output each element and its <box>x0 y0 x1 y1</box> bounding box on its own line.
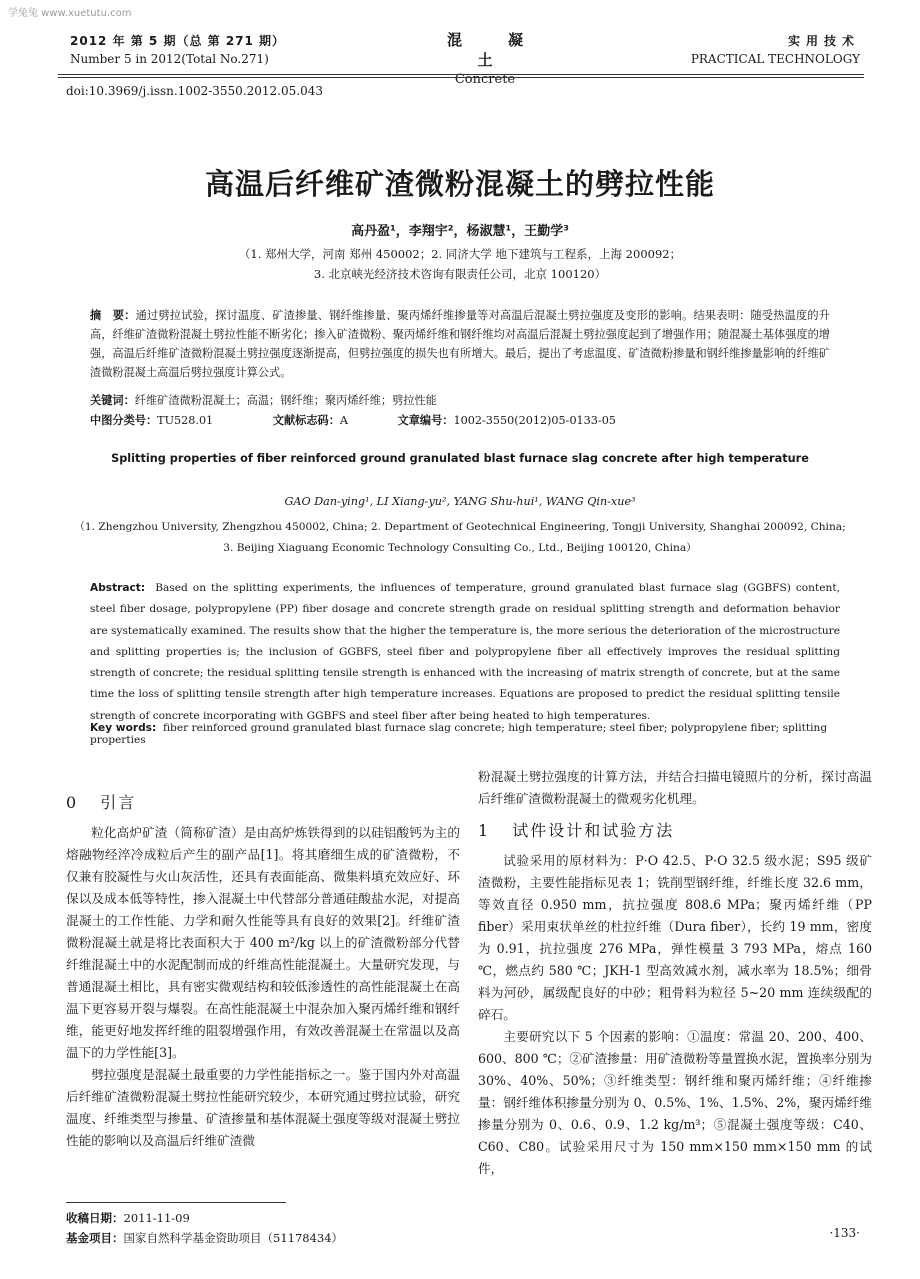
received-value: 2011-11-09 <box>123 1211 190 1225</box>
page-title: 高温后纤维矿渣微粉混凝土的劈拉性能 <box>204 167 715 201</box>
abstract-en-text: Based on the splitting experiments, the influences of temperature, ground granulated blast furnace slag (GGBFS) content, steel fiber dosage, polypropylene (PP) fiber dosage and concrete strength grade on residual splitting strength and deformation behavior are systematically examined. The results show that the higher the temperature is, the more serious the deterioration of the microstructure and splitting properties is; the inclusion of GGBFS, steel fiber and polypropylene fiber all effectively improves the residual splitting strength of concrete; the residual splitting tensile strength is enhanced with the increasing of matrix strength of concrete, but at the same time the loss of splitting tensile strength after high temperature increases. Equations are proposed to predict the residual splitting tensile strength of concrete incorporating with GGBFS and steel fiber after being heated to high temperatures. <box>90 582 840 722</box>
watermark: 学兔兔 www.xuetutu.com <box>8 8 132 19</box>
issue-en: Number 5 in 2012(Total No.271) <box>70 52 269 66</box>
section-number: 0 <box>66 793 79 812</box>
received-label: 收稿日期： <box>66 1211 124 1225</box>
keywords-cn-text: 纤维矿渣微粉混凝土；高温；钢纤维；聚丙烯纤维；劈拉性能 <box>134 394 437 407</box>
section-title: 试件设计和试验方法 <box>512 821 675 840</box>
affiliation-line: 3. Beijing Xiaguang Economic Technology Consulting Co., Ltd., Beijing 100120, China） <box>223 542 697 554</box>
authors-en: GAO Dan-ying¹, LI Xiang-yu², YANG Shu-hui¹, WANG Qin-xue³ <box>284 495 636 508</box>
journal-cn: 混凝土 <box>446 31 569 69</box>
affiliations-cn <box>0 244 920 284</box>
keywords-cn-label: 关键词： <box>90 394 135 407</box>
journal-name <box>380 30 590 90</box>
footnote-rule <box>66 1202 286 1203</box>
journal-en: Concrete <box>454 72 516 87</box>
issue-cn: 2012 年 第 5 期（总 第 271 期） <box>70 34 286 48</box>
abstract-cn-text: 通过劈拉试验，探讨温度、矿渣掺量、钢纤维掺量、聚丙烯纤维掺量等对高温后混凝土劈拉强度及变形的影响。结果表明：随受热温度的升高，纤维矿渣微粉混凝土劈拉性能不断劣化；掺入矿渣微粉、聚丙烯纤维和钢纤维均对高温后混凝土劈拉强度起到了增强作用；随混凝土基体强度的增强，高温后纤维矿渣微粉混凝土劈拉强度逐渐提高，但劈拉强度的损失也有所增大。最后，提出了考虑温度、矿渣微粉掺量和钢纤维掺量影响的纤维矿渣微粉混凝土高温后劈拉强度计算公式。 <box>90 309 830 379</box>
paragraph: 主要研究以下 5 个因素的影响：①温度：常温 20、200、400、600、800 ℃；②矿渣掺量：用矿渣微粉等量置换水泥，置换率分别为 30%、40%、50%；③纤维类型：钢纤维和聚丙烯纤维；④纤维掺量：钢纤维体积掺量分别为 0、0.5%、1%、1.5%、2%，聚丙烯纤维掺量分别为 0、0.6、0.9、1.2 kg/m³；⑤混凝土强度等级：C40、C60、C80。试验采用尺寸为 150 mm×150 mm×150 mm 的试件， <box>478 1029 872 1176</box>
page-number: ·133· <box>829 1226 860 1240</box>
fund-project <box>66 1230 343 1246</box>
paragraph: 粒化高炉矿渣（简称矿渣）是由高炉炼铁得到的以硅铝酸钙为主的熔融物经淬冷成粒后产生的副产品[1]。将其磨细生成的矿渣微粉，不仅兼有胶凝性与火山灰活性，还具有表面能高、微集料填充效应好、环保以及成本低等特性，掺入混凝土中代替部分普通硅酸盐水泥，对提高混凝土的工作性能、力学和耐久性能等具有良好的效果[2]。纤维矿渣微粉混凝土就是将比表面积大于 400 m²/kg 以上的矿渣微粉部分代替纤维混凝土中的水泥配制而成的纤维高性能混凝土。大量研究发现，与普通混凝土相比，具有密实微观结构和较低渗透性的高性能混凝土在高温下更容易开裂与爆裂。在高性能混凝土中混杂加入聚丙烯纤维和钢纤维，能更好地发挥纤维的阻裂增强作用，有效改善混凝土在常温以及高温下的力学性能[3]。 <box>66 825 460 1060</box>
header-rule <box>58 74 864 75</box>
issue-info <box>70 32 285 68</box>
section-0-heading <box>66 792 460 814</box>
article-no-value: 1002-3550(2012)05-0133-05 <box>453 414 616 427</box>
clc-value: TU528.01 <box>157 414 214 427</box>
article-no-label: 文章编号： <box>397 414 454 427</box>
left-column <box>66 782 460 1152</box>
right-column <box>478 766 872 1180</box>
column-name <box>660 32 860 68</box>
doi: doi:10.3969/j.issn.1002-3550.2012.05.043 <box>66 84 323 98</box>
abstract-en-label: Abstract: <box>90 582 146 594</box>
keywords-en-label: Key words: <box>90 722 157 734</box>
paragraph: 试验采用的原材料为：P·O 42.5、P·O 32.5 级水泥；S95 级矿渣微粉，主要性能指标见表 1；铣削型钢纤维，纤维长度 32.6 mm，等效直径 0.950 mm，抗拉强度 808.6 MPa；聚丙烯纤维（PP fiber）采用束状单丝的杜拉纤维（Dura fiber），长约 19 mm，密度为 0.91，抗拉强度 276 MPa，弹性模量 3 793 MPa，熔点 160 ℃，燃点约 580 ℃；JKH-1 型高效减水剂，减水率为 18.5%；细骨料为河砂，属级配良好的中砂；粗骨料为粒径 5~20 mm 连续级配的碎石。 <box>478 853 872 1022</box>
affiliation-line: （1. 郑州大学，河南 郑州 450002；2. 同济大学 地下建筑与工程系，上海 200092； <box>238 247 682 261</box>
abstract-cn-label: 摘 要： <box>90 309 136 322</box>
affiliations-en <box>0 517 920 559</box>
doc-code-value: A <box>339 414 348 427</box>
column-cn: 实用技术 <box>787 34 860 48</box>
paragraph: 粉混凝土劈拉强度的计算方法，并结合扫描电镜照片的分析，探讨高温后纤维矿渣微粉混凝土的微观劣化机理。 <box>478 769 872 806</box>
section-1-heading <box>478 820 872 842</box>
abstract-en <box>90 578 840 727</box>
clc-label: 中图分类号： <box>90 414 158 427</box>
paragraph: 劈拉强度是混凝土最重要的力学性能指标之一。鉴于国内外对高温后纤维矿渣微粉混凝土劈拉性能研究较少，本研究通过劈拉试验，研究温度、纤维类型与掺量、矿渣掺量和基体混凝土强度等级对混凝土劈拉性能的影响以及高温后纤维矿渣微 <box>66 1067 460 1148</box>
keywords-en <box>90 722 840 746</box>
affiliation-line: （1. Zhengzhou University, Zhengzhou 450002, China; 2. Department of Geotechnical Engineering, Tongji University, Shanghai 200092, China; <box>74 521 846 533</box>
fund-label: 基金项目： <box>66 1231 124 1245</box>
authors-cn: 高丹盈¹，李翔宇²，杨淑慧¹，王勤学³ <box>351 224 569 239</box>
abstract-cn <box>90 306 830 382</box>
fund-value: 国家自然科学基金资助项目（51178434） <box>123 1231 344 1245</box>
section-number: 1 <box>478 821 491 840</box>
keywords-cn <box>90 392 830 408</box>
classification-row <box>90 412 830 428</box>
header-rule-thin <box>58 77 864 78</box>
received-date <box>66 1210 190 1226</box>
keywords-en-text: fiber reinforced ground granulated blast furnace slag concrete; high temperature; steel fiber; polypropylene fiber; splitting properties <box>90 722 828 746</box>
title-en: Splitting properties of fiber reinforced ground granulated blast furnace slag concrete after high temperature <box>111 452 809 465</box>
section-title: 引言 <box>100 793 137 812</box>
doc-code-label: 文献标志码： <box>272 414 340 427</box>
column-en: PRACTICAL TECHNOLOGY <box>690 52 860 66</box>
affiliation-line: 3. 北京峡光经济技术咨询有限责任公司，北京 100120） <box>313 267 607 281</box>
